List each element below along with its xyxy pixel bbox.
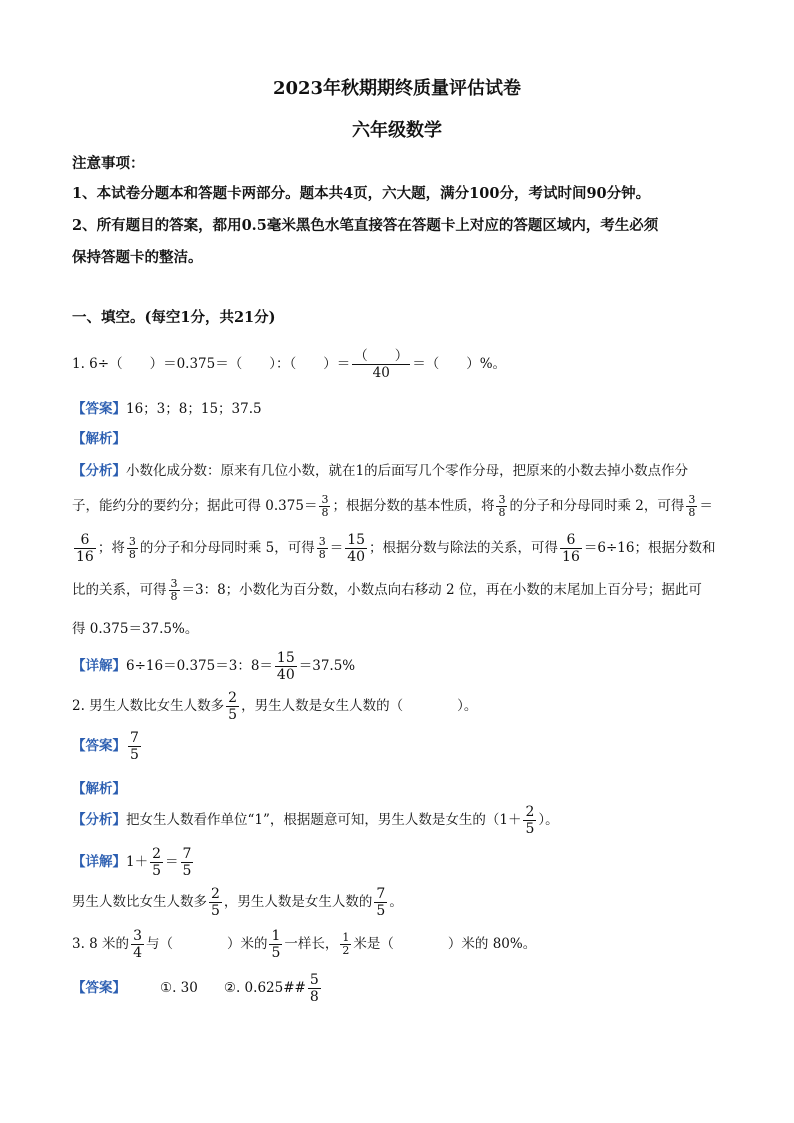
page-subtitle: 六年级数学 [352,120,442,141]
question-1 [72,348,506,381]
notice-heading: 注意事项： [72,155,145,172]
question-2: 2. 男生人数比女生人数多 $\frac{2}{5}$ ，男生人数是女生人数的（ ）。 [72,690,478,723]
q2-answer: 【答案】 $\frac{7}{5}$ [72,730,139,763]
q2-conclusion: 男生人数比女生人数多 $\frac{2}{5}$ ，男生人数是女生人数的 $\frac{7}{5}$ 。 [72,886,403,919]
q2-fenxi: 【分析】把女生人数看作单位“1”，根据题意可知，男生人数是女生的（1＋ $\frac{2}{5}$ ）。 [72,804,559,837]
fenxi-tag: 【分析】 [72,463,126,479]
fraction-3-8: $\frac{3}{8}$ [498,493,506,519]
q1-fenxi-line-1: 【分析】小数化成分数：原来有几位小数，就在1的后面写几个零作分母，把原来的小数去掉小数点作分 [72,463,689,479]
q3-answer: 【答案】 ①. 30 ②. 0.625## $\frac{5}{8}$ [72,972,319,1005]
fraction-6-16: $\frac{6}{16}$ [562,532,580,565]
analysis-tag: 【解析】 [72,431,126,447]
q1-fraction: $\frac{( )}{40}$ [354,348,409,381]
fraction-7-5: $\frac{7}{5}$ [130,730,139,763]
fraction-3-8: $\frac{3}{8}$ [170,577,178,603]
question-3: 3. 8 米的 $\frac{3}{4}$ 与（ ）米的 $\frac{1}{5}$ 一样长， $\frac{1}{2}$ 米是（ ）米的 80%。 [72,928,537,961]
fraction-15-40: $\frac{15}{40}$ [276,650,295,683]
notice-item-2: 2、所有题目的答案，都用0.5毫米黑色水笔直接答在答题卡上对应的答题区域内，考生必须 [72,217,659,234]
q1-fenxi-line-4: 比的关系，可得 $\frac{3}{8}$ ＝3：8；小数化为百分数，小数点向右移动 2 位，再在小数的末尾加上百分号；据此可 [72,577,702,603]
q1-detail: 【详解】6÷16＝0.375＝3：8＝ $\frac{15}{40}$ ＝37.5% [72,650,356,683]
q3-answer-2: ②. 0.625## [223,980,306,996]
q1-fenxi-line-5: 得 0.375＝37.5%。 [72,621,199,637]
q1-analysis [72,428,126,450]
fraction-7-5: $\frac{7}{5}$ [182,846,192,879]
notice-item-2-cont: 保持答题卡的整洁。 [72,249,203,266]
fraction-3-4: $\frac{3}{4}$ [133,928,142,961]
fraction-2-5: $\frac{2}{5}$ [228,690,238,723]
q2-detail: 【详解】1＋ $\frac{2}{5}$ ＝ $\frac{7}{5}$ [72,846,192,879]
fraction-3-8: $\frac{3}{8}$ [128,535,136,561]
fraction-5-8: $\frac{5}{8}$ [309,972,319,1005]
q1-answer [72,398,262,420]
q1-answer-text: 16；3；8；15；37.5 [126,401,262,417]
fraction-15-40: $\frac{15}{40}$ [347,532,366,565]
fraction-6-16: $\frac{6}{16}$ [76,532,94,565]
notice-item-1: 1、本试卷分题本和答题卡两部分。题本共4页，六大题，满分100分，考试时间90分钟。 [72,185,651,202]
fraction-2-5: $\frac{2}{5}$ [525,804,535,837]
fraction-3-8: $\frac{3}{8}$ [321,493,329,519]
q1-fenxi-line-3: $\frac{6}{16}$ ；将 $\frac{3}{8}$ 的分子和分母同时乘 5，可得 $\frac{3}{8}$ ＝ $\frac{15}{40}$ ；根据分数与除法的关系，可得 $\frac{6}{16}$ ＝6÷16；根据分数和 [76,532,716,565]
page-title: 2023年秋期期终质量评估试卷 [272,78,522,99]
q1-prefix: 1. 6÷（ ）＝0.375＝（ ）：（ ）＝ [72,356,351,372]
fraction-2-5: $\frac{2}{5}$ [211,886,220,919]
fraction-2-5: $\frac{2}{5}$ [152,846,162,879]
answer-tag: 【答案】 [72,401,126,417]
q1-suffix: ＝（ ）%。 [412,356,507,372]
section-heading: 一、填空。(每空1分，共21分) [72,309,276,326]
q2-analysis: 【解析】 [72,781,126,797]
q3-answer-1: ①. 30 [160,980,198,996]
q1-fenxi-line-2: 子，能约分的要约分；据此可得 0.375＝ $\frac{3}{8}$ ；根据分数的基本性质，将 $\frac{3}{8}$ 的分子和分母同时乘 2，可得 $\frac{3}{8}$ ＝ [72,493,713,519]
fraction-1-2: $\frac{1}{2}$ [342,931,350,957]
fraction-3-8: $\frac{3}{8}$ [318,535,326,561]
detail-tag: 【详解】 [72,658,126,674]
fraction-1-5: $\frac{1}{5}$ [271,928,281,961]
fraction-3-8: $\frac{3}{8}$ [688,493,696,519]
fraction-7-5: $\frac{7}{5}$ [376,886,386,919]
